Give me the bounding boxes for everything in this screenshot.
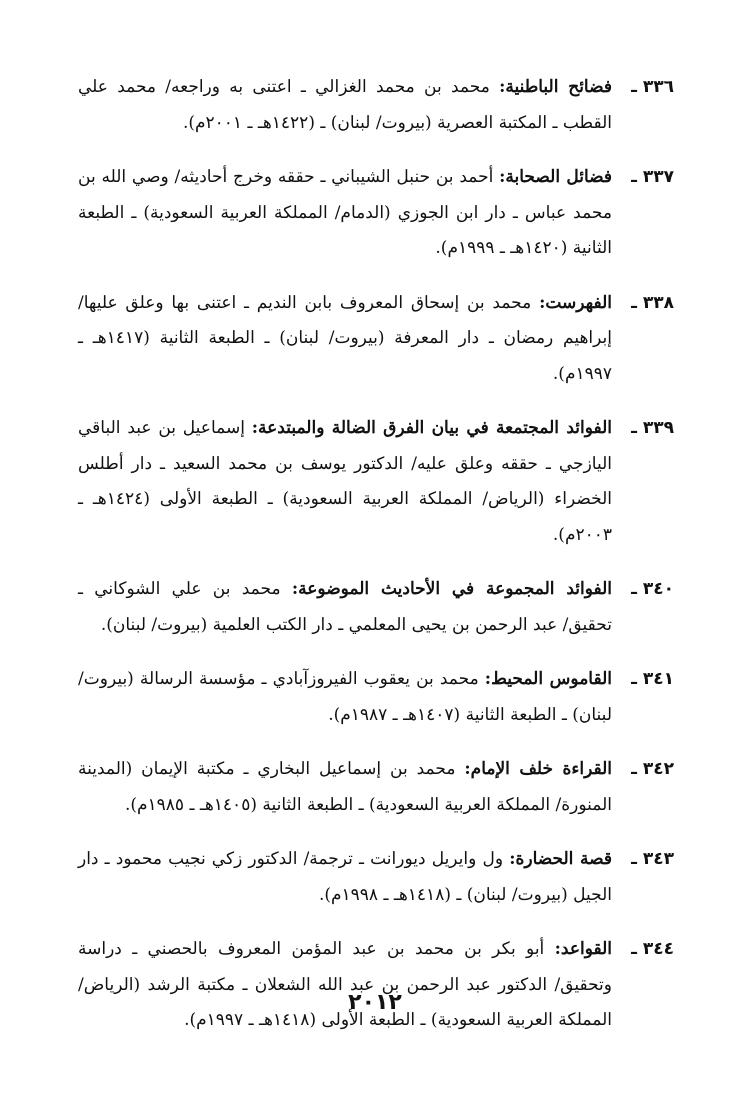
bibliography-entry [78,662,674,733]
entry-title: القواعد: [554,939,612,959]
bibliography-entry [78,842,674,913]
entry-content [78,752,612,823]
entry-text: محمد بن إسماعيل البخاري ـ مكتبة الإيمان (المدينة المنورة/ المملكة العربية السعودية) ـ الطبعة الثانية (١٤٠٥هـ ـ ١٩٨٥م). [78,759,612,815]
bibliography-entry [78,572,674,643]
bibliography-entry [78,160,674,267]
entry-text: إسماعيل بن عبد الباقي اليازجي ـ حققه وعلق عليه/ الدكتور يوسف بن محمد السعيد ـ دار أطلس الخضراء (الرياض/ المملكة العربية السعودية) ـ الطبعة الأولى (١٤٢٤هـ ـ ٢٠٠٣م). [78,418,612,545]
entry-title: فضائل الصحابة: [499,167,613,187]
entry-content [78,662,612,733]
entry-number: ٣٤٢ ـ [631,759,674,779]
entry-content [78,70,612,141]
entry-content [78,286,612,393]
entry-number: ٣٣٩ ـ [631,418,674,438]
entry-title: فضائح الباطنية: [499,77,612,97]
entry-content [78,932,612,1039]
entry-number: ٣٣٧ ـ [631,167,674,187]
entry-text: محمد بن علي الشوكاني ـ تحقيق/ عبد الرحمن بن يحيى المعلمي ـ دار الكتب العلمية (بيروت/ لبنان). [78,579,612,635]
entry-title: الفوائد المجتمعة في بيان الفرق الضالة والمبتدعة: [251,418,612,438]
entry-title: قصة الحضارة: [509,849,613,869]
entry-text: أبو بكر بن محمد بن عبد المؤمن المعروف بالحصني ـ دراسة وتحقيق/ الدكتور عبد الرحمن بن عبد الله الشعلان ـ مكتبة الرشد (الرياض/ المملكة العربية السعودية) ـ الطبعة الأولى (١٤١٨هـ ـ ١٩٩٧م). [78,939,612,1030]
entry-text: محمد بن محمد الغزالي ـ اعتنى به وراجعه/ محمد علي القطب ـ المكتبة العصرية (بيروت/ لبنان) ـ (١٤٢٢هـ ـ ٢٠٠١م). [78,77,612,133]
entry-text: محمد بن إسحاق المعروف بابن النديم ـ اعتنى بها وعلق عليها/ إبراهيم رمضان ـ دار المعرفة (بيروت/ لبنان) ـ الطبعة الثانية (١٤١٧هـ ـ ١٩٩٧م). [78,292,612,384]
entry-text: محمد بن يعقوب الفيروزآبادي ـ مؤسسة الرسالة (بيروت/ لبنان) ـ الطبعة الثانية (١٤٠٧هـ ـ ١٩٨٧م). [78,669,612,725]
entry-number: ٣٤٠ ـ [631,579,674,599]
bibliography-entry [78,932,674,1039]
entry-content [78,411,612,553]
entry-content [78,160,612,267]
entry-content [78,572,612,643]
entry-title: الفهرست: [539,292,612,313]
entry-number: ٣٤١ ـ [631,669,674,689]
bibliography-entry [78,752,674,823]
bibliography-entry [78,286,674,393]
entry-number: ٣٤٣ ـ [631,849,674,869]
entry-title: القاموس المحيط: [484,669,612,689]
entry-text: أحمد بن حنبل الشيباني ـ حققه وخرج أحاديثه/ وصي الله بن محمد عباس ـ دار ابن الجوزي (الدمام/ المملكة العربية السعودية) ـ الطبعة الثانية (١٤٢٠هـ ـ ١٩٩٩م). [78,167,612,258]
page-number: ٢٠١٢ [348,990,402,1015]
entry-number: ٣٣٦ ـ [631,77,674,97]
entry-content [78,842,612,913]
entry-title: الفوائد المجموعة في الأحاديث الموضوعة: [291,579,612,599]
entry-text: ول وايريل ديورانت ـ ترجمة/ الدكتور زكي نجيب محمود ـ دار الجيل (بيروت/ لبنان) ـ (١٤١٨هـ ـ ١٩٩٨م). [78,849,612,905]
entry-number: ٣٤٤ ـ [631,939,674,959]
bibliography-entry [78,411,674,553]
bibliography-entry [78,70,674,141]
entry-number: ٣٣٨ ـ [631,292,674,313]
entry-title: القراءة خلف الإمام: [464,759,612,779]
